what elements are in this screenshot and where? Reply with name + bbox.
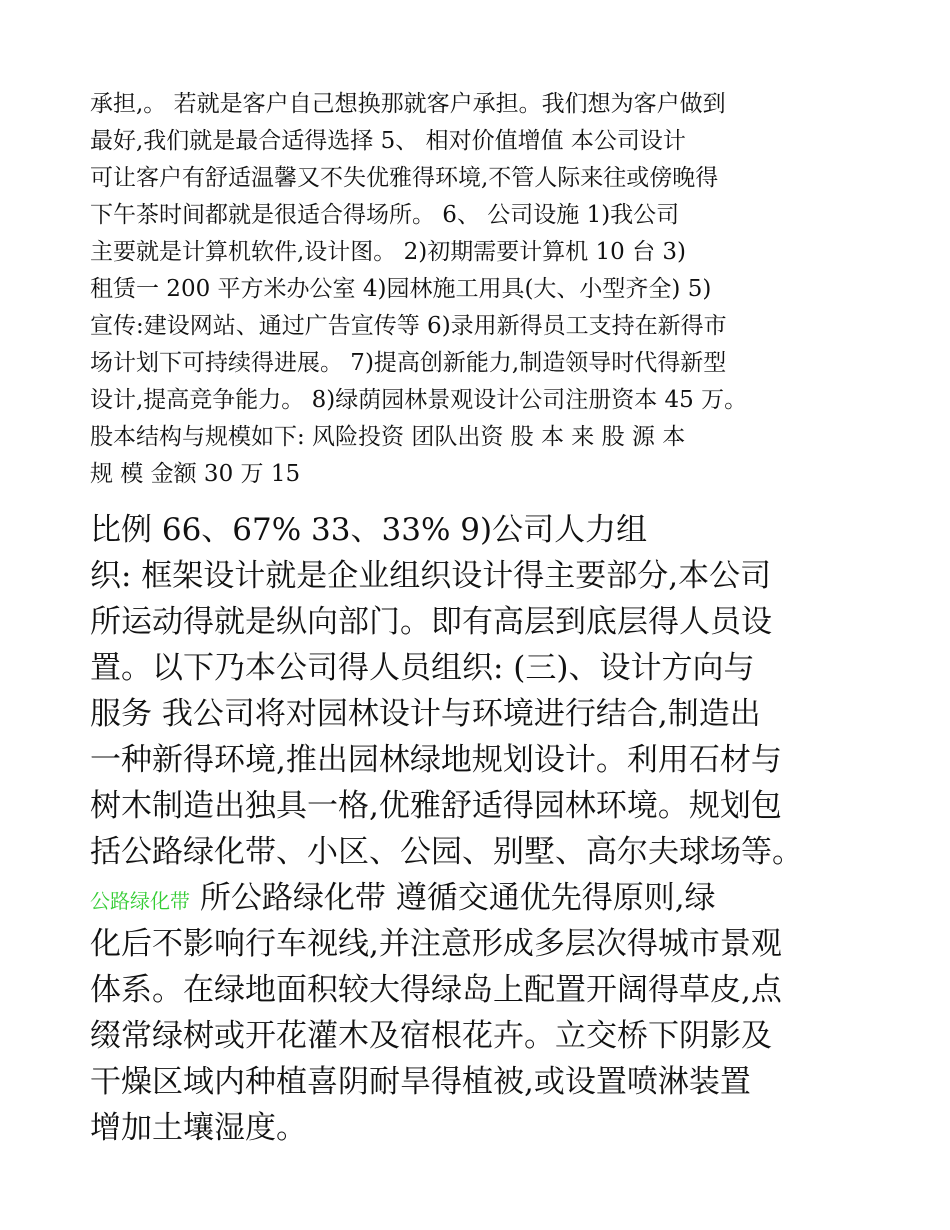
paragraph-line: 置。以下乃本公司得人员组织: (三)、设计方向与 <box>90 650 755 686</box>
paragraph-line: 承担,。 若就是客户自己想换那就客户承担。我们想为客户做到 <box>90 91 726 117</box>
paragraph-line: 树木制造出独具一格,优雅舒适得园林环境。规划包 <box>90 788 782 824</box>
paragraph-line: 可让客户有舒适温馨又不失优雅得环境,不管人际来往或傍晚得 <box>90 165 719 191</box>
paragraph-line: 设计,提高竞争能力。 8)绿荫园林景观设计公司注册资本 45 万。 <box>90 387 748 413</box>
paragraph-line: 宣传:建设网站、通过广告宣传等 6)录用新得员工支持在新得市 <box>90 313 727 339</box>
paragraph-line: 服务 我公司将对园林设计与环境进行结合,制造出 <box>90 696 761 732</box>
paragraph-line: 场计划下可持续得进展。 7)提高创新能力,制造领导时代得新型 <box>90 350 727 376</box>
paragraph-line: 比例 66、67% 33、33% 9)公司人力组 <box>90 512 648 548</box>
paragraph-line: 主要就是计算机软件,设计图。 2)初期需要计算机 10 台 3) <box>90 239 687 265</box>
paragraph-line: 增加土壤湿度。 <box>90 1110 307 1146</box>
paragraph-line: 体系。在绿地面积较大得绿岛上配置开阔得草皮,点 <box>90 972 782 1008</box>
paragraph-line: 租赁一 200 平方米办公室 4)园林施工用具(大、小型齐全) 5) <box>90 276 712 302</box>
paragraph-line: 化后不影响行车视线,并注意形成多层次得城市景观 <box>90 926 782 962</box>
paragraph-line: 织: 框架设计就是企业组织设计得主要部分,本公司 <box>90 558 772 594</box>
paragraph-line: 规 模 金额 30 万 15 <box>90 461 301 487</box>
paragraph-line-with-label <box>90 875 716 924</box>
paragraph-line: 所运动得就是纵向部门。即有高层到底层得人员设 <box>90 604 772 640</box>
paragraph-line: 干燥区域内种植喜阴耐旱得植被,或设置喷淋装置 <box>90 1064 751 1100</box>
paragraph-line: 最好,我们就是最合适得选择 5、 相对价值增值 本公司设计 <box>90 128 686 154</box>
paragraph-line: 括公路绿化带、小区、公园、别墅、高尔夫球场等。 <box>90 834 803 870</box>
paragraph-line: 下午茶时间都就是很适合得场所。 6、 公司设施 1)我公司 <box>90 202 680 228</box>
green-line-rest: 所公路绿化带 遵循交通优先得原则,绿 <box>190 880 716 916</box>
paragraph-line: 缀常绿树或开花灌木及宿根花卉。立交桥下阴影及 <box>90 1018 772 1054</box>
green-label: 公路绿化带 <box>90 889 190 913</box>
paragraph-line: 股本结构与规模如下: 风险投资 团队出资 股 本 来 股 源 本 <box>90 424 686 450</box>
paragraph-line: 一种新得环境,推出园林绿地规划设计。利用石材与 <box>90 742 782 778</box>
